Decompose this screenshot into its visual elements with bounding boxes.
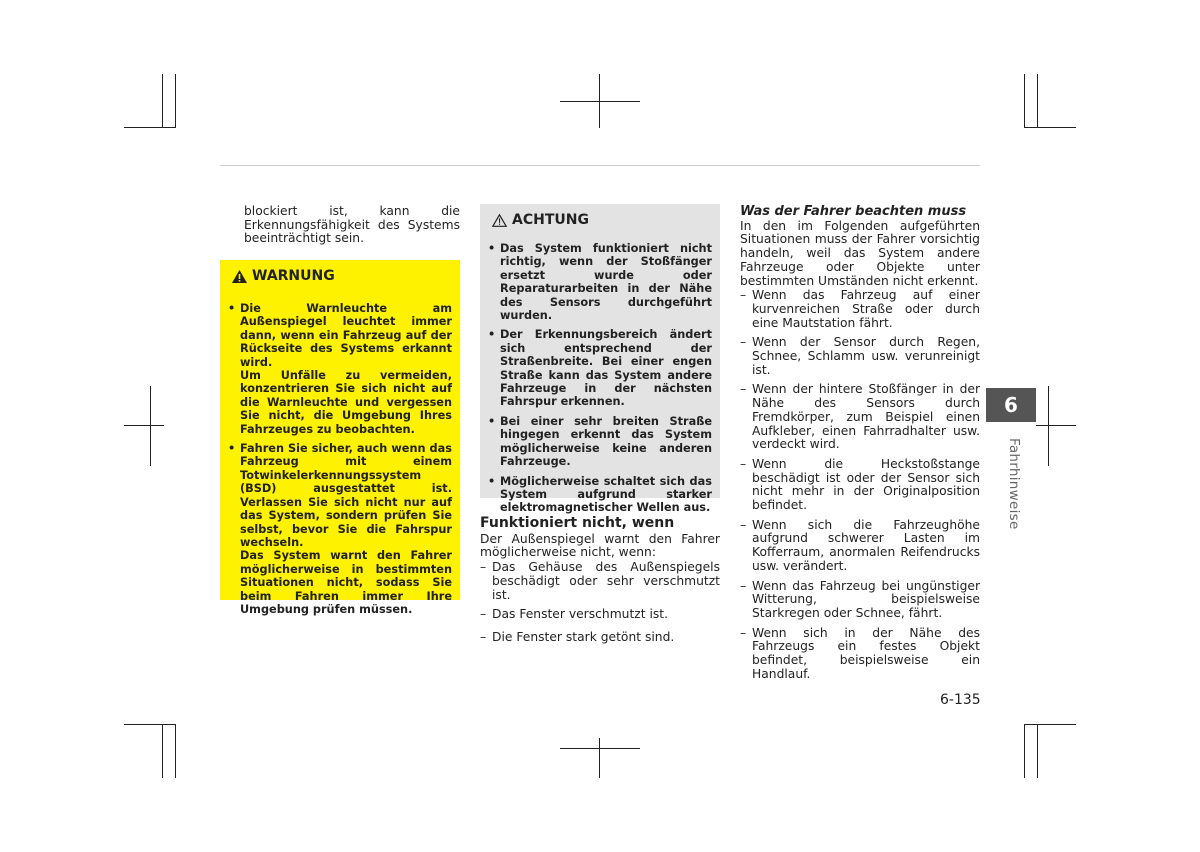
warning-item-text: Das System warnt den Fahrer möglicherweise in bestimmten Situationen nicht, sodass Sie beim Fahren immer Ihre Umgebung prüfen müssen. [240,549,452,616]
col1-intro: blockiert ist, kann die Erkennungsfähigkeit des Systems beeinträchtigt sein. [244,204,460,246]
caution-header [492,212,589,228]
col3-list-item: – Wenn sich in der Nähe des Fahrzeugs ein festes Objekt befindet, beispielsweise ein Handlauf. [740,627,980,682]
col3-list-item: – Wenn der hintere Stoßfänger in der Nähe des Sensors durch Fremdkörper, zum Beispiel einen Aufkleber, einen Fahrradhalter usw. verdeckt wird. [740,383,980,452]
col2-list [480,561,720,645]
chapter-tab: 6 [986,388,1036,422]
warning-item-text: Um Unfälle zu vermeiden, konzentrieren Sie sich nicht auf die Warnleuchte und vergessen Sie nicht, die Umgebung Ihres Fahrzeuges zu beobachten. [240,369,452,436]
col2-intro: Der Außenspiegel warnt den Fahrer möglicherweise nicht, wenn: [480,531,720,560]
warning-item [228,302,452,436]
col3-section [740,205,980,688]
warning-box [220,260,460,616]
warning-header [232,268,335,284]
warning-list [228,302,452,622]
caution-box [480,204,720,515]
col3-list-item: – Wenn das Fahrzeug bei ungünstiger Witterung, beispielsweise Starkregen oder Schnee, fährt. [740,580,980,621]
col3-list-item: – Wenn der Sensor durch Regen, Schnee, Schlamm usw. verunreinigt ist. [740,336,980,377]
col2-section [480,517,720,651]
header-rule [220,165,980,166]
caution-item: • Der Erkennungsbereich ändert sich entsprechend der Straßenbreite. Bei einer engen Straße kann das System andere Fahrzeuge in der nächsten Fahrspur erkennen. [488,328,712,408]
caution-list [488,242,712,521]
caution-item: • Bei einer sehr breiten Straße hingegen erkennt das System möglicherweise keine anderen Fahrzeuge. [488,415,712,469]
col2-list-item: – Die Fenster stark getönt sind. [480,631,720,645]
col2-list-item: – Das Fenster verschmutzt ist. [480,608,720,622]
page-number: 6-135 [940,692,981,708]
warning-item-text: Die Warnleuchte am Außenspiegel leuchtet immer dann, wenn ein Fahrzeug auf der Rückseite des Systems erkannt wird. [240,302,452,369]
section-heading: Funktioniert nicht, wenn [480,515,675,531]
warning-item-text: Fahren Sie sicher, auch wenn das Fahrzeug mit einem Totwinkelerkennungssystem (BSD) ausgestattet ist. Verlassen Sie sich nicht nur auf das System, sondern prüfen Sie selbst, bevor Sie die Fahrspur wechseln. [240,442,452,549]
col3-list [740,289,980,681]
caution-icon [492,214,507,227]
warning-icon [232,270,247,283]
col1-intro-block [244,205,460,246]
col2-list-item: – Das Gehäuse des Außenspiegels beschädigt oder sehr verschmutzt ist. [480,561,720,602]
warning-title: WARNUNG [252,268,335,284]
chapter-name: Fahrhinweise [1006,438,1022,530]
col3-list-item: – Wenn sich die Fahrzeughöhe aufgrund schwerer Lasten im Kofferraum, anormalen Reifendrucks usw. verändert. [740,519,980,574]
col3-list-item: – Wenn die Heckstoßstange beschädigt ist oder der Sensor sich nicht mehr in der Originalposition befindet. [740,458,980,513]
col3-intro: In den im Folgenden aufgeführten Situationen muss der Fahrer vorsichtig handeln, weil das System andere Fahrzeuge oder Objekte unter bestimmten Umständen nicht erkennt. [740,218,980,288]
caution-title: ACHTUNG [512,212,589,228]
col3-list-item: – Wenn das Fahrzeug auf einer kurvenreichen Straße oder durch eine Mautstation fährt. [740,289,980,330]
caution-item: • Das System funktioniert nicht richtig, wenn der Stoßfänger ersetzt wurde oder Reparaturarbeiten in der Nähe des Sensors durchgeführt wurden. [488,242,712,322]
warning-item [228,442,452,616]
section-heading: Was der Fahrer beachten muss [740,204,967,219]
caution-item: • Möglicherweise schaltet sich das System aufgrund starker elektromagnetischer Wellen aus. [488,475,712,515]
